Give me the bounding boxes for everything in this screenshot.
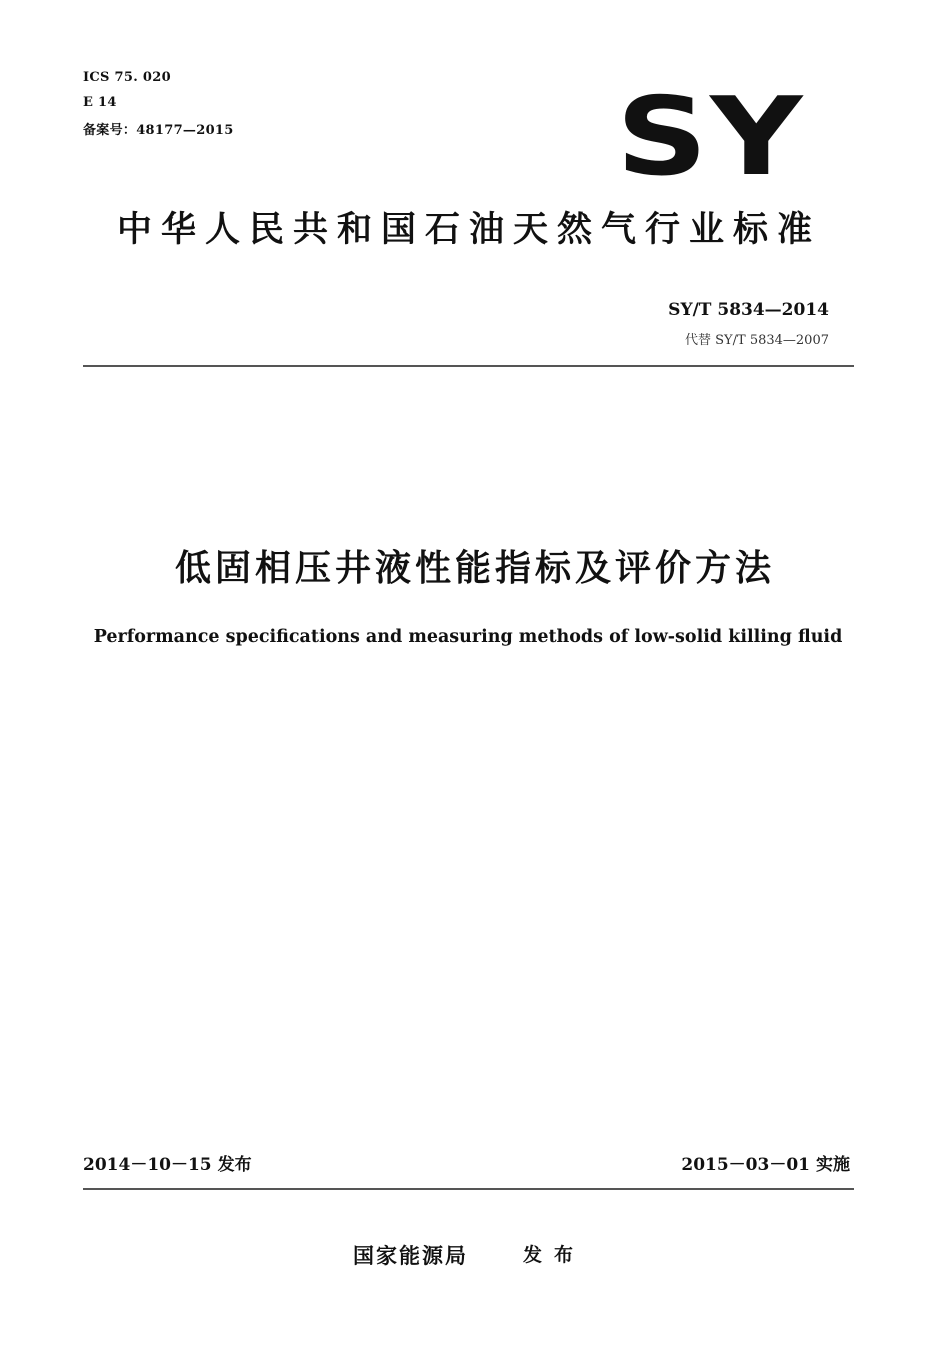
- ccs-code: E 14: [83, 95, 117, 110]
- implementation-label: 实施: [816, 1155, 850, 1175]
- top-divider: [83, 365, 854, 367]
- publish-action: 发布: [523, 1244, 586, 1266]
- sy-logo: SY: [616, 75, 805, 200]
- document-title-chinese: 低固相压井液性能指标及评价方法: [174, 548, 775, 589]
- issue-label: 发布: [217, 1155, 252, 1175]
- standard-category-title: 中华人民共和国石油天然气行业标准: [117, 210, 822, 250]
- replaces-standard: 代替 SY/T 5834—2007: [685, 333, 829, 348]
- ics-code: ICS 75. 020: [83, 70, 171, 85]
- publisher-name: 国家能源局: [353, 1244, 468, 1268]
- record-number: 备案号：48177—2015: [83, 123, 234, 138]
- document-title-english: Performance specifications and measuring methods of low-solid killing fluid: [93, 627, 843, 647]
- issue-date: 2014－10－15: [83, 1155, 212, 1175]
- standard-number: SY/T 5834—2014: [668, 300, 829, 320]
- bottom-divider: [83, 1188, 854, 1190]
- implementation-date: 2015－03－01: [681, 1155, 810, 1175]
- implementation-date-line: [681, 1150, 850, 1175]
- issue-date-line: [83, 1150, 252, 1175]
